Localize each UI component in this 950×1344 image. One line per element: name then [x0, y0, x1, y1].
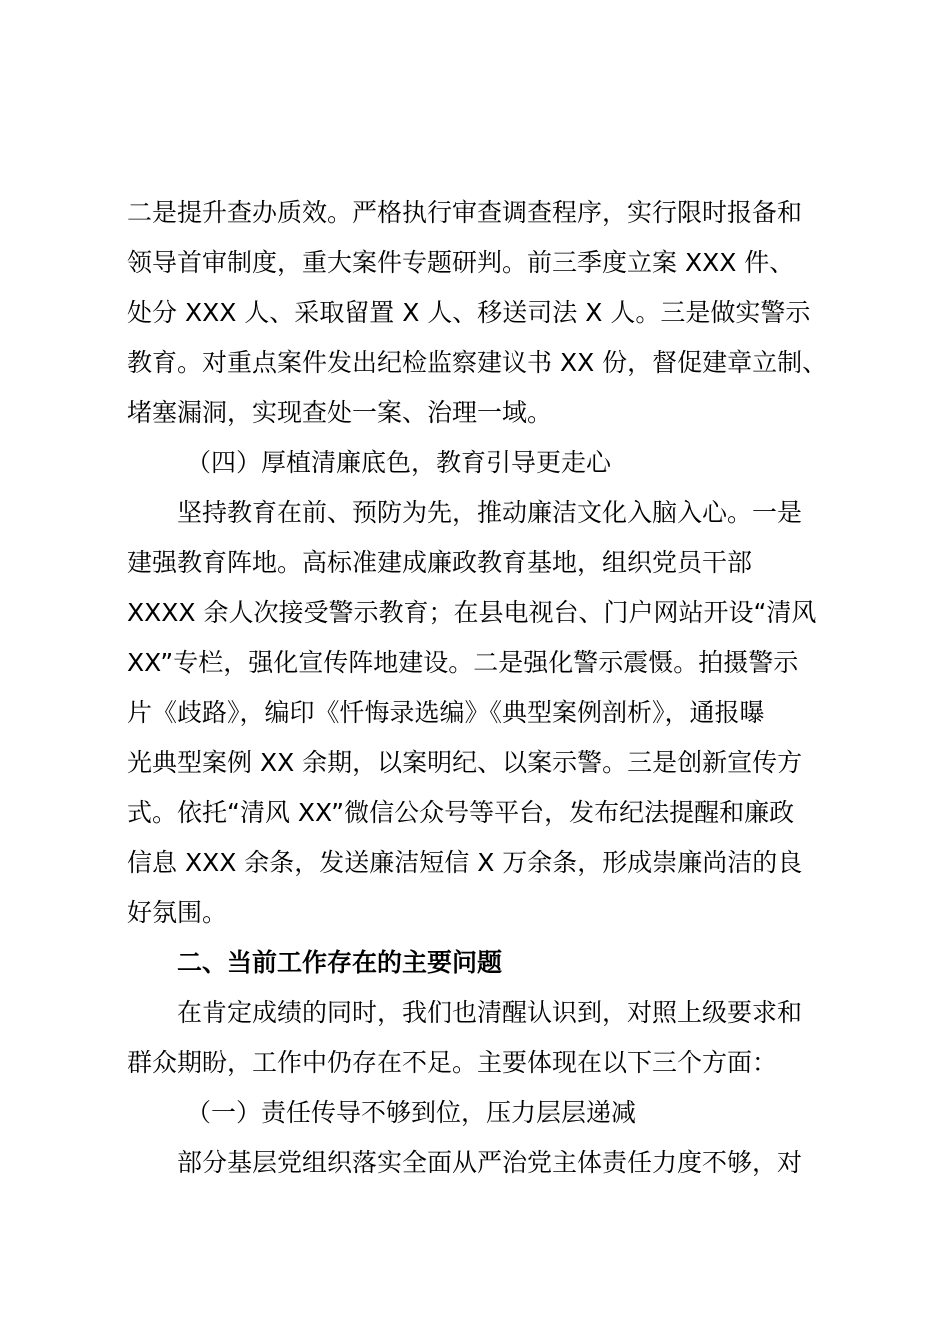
section-title: 二、当前工作存在的主要问题 — [177, 948, 503, 977]
paragraph-line: 片《歧路》，编印《忏悔录选编》《典型案例剖析》，通报曝 — [127, 698, 765, 727]
paragraph-line: 信息 XXX 余条，发送廉洁短信 X 万余条，形成崇廉尚洁的良 — [127, 848, 803, 877]
body-line: 堵塞漏洞，实现查处一案、治理一域。 — [127, 398, 553, 427]
paragraph-line: 式。依托“清风 XX”微信公众号等平台，发布纪法提醒和廉政 — [127, 798, 795, 827]
paragraph-line: 群众期盼，工作中仍存在不足。主要体现在以下三个方面： — [127, 1048, 778, 1077]
paragraph-line: 好氛围。 — [127, 898, 228, 927]
body-line: 教育。对重点案件发出纪检监察建议书 XX 份，督促建章立制、 — [127, 348, 828, 377]
paragraph-line: XX”专栏，强化宣传阵地建设。二是强化警示震慑。拍摄警示 — [127, 648, 799, 677]
paragraph-line: 坚持教育在前、预防为先，推动廉洁文化入脑入心。一是 — [177, 498, 803, 527]
body-line: 处分 XXX 人、采取留置 X 人、移送司法 X 人。三是做实警示 — [127, 298, 811, 327]
subsection-heading: （四）厚植清廉底色，教育引导更走心 — [186, 448, 612, 477]
paragraph-line: 在肯定成绩的同时，我们也清醒认识到，对照上级要求和 — [177, 998, 803, 1027]
body-line: 领导首审制度，重大案件专题研判。前三季度立案 XXX 件、 — [127, 248, 795, 277]
paragraph-line: 光典型案例 XX 余期，以案明纪、以案示警。三是创新宣传方 — [127, 748, 803, 777]
paragraph-line: 部分基层党组织落实全面从严治党主体责任力度不够，对 — [177, 1148, 803, 1177]
subsection-heading: （一）责任传导不够到位，压力层层递减 — [186, 1098, 637, 1127]
paragraph-line: XXXX 余人次接受警示教育；在县电视台、门户网站开设“清风 — [127, 598, 817, 627]
paragraph-line: 建强教育阵地。高标准建成廉政教育基地，组织党员干部 — [127, 548, 753, 577]
body-line: 二是提升查办质效。严格执行审查调查程序，实行限时报备和 — [127, 198, 803, 227]
